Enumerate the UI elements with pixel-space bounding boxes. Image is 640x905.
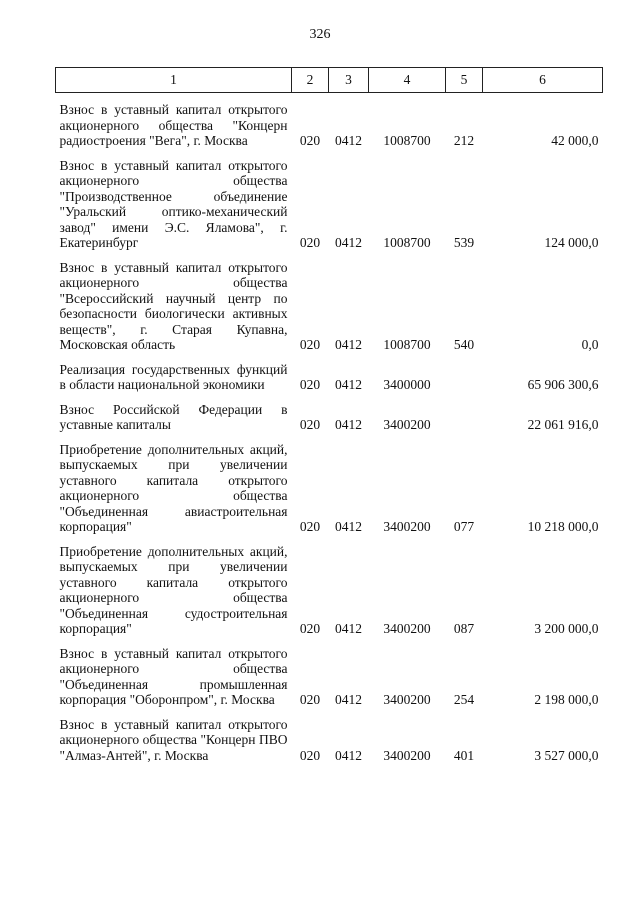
row-name-cell: Взнос в уставный капитал открытого акционерного общества "Концерн ПВО "Алмаз-Антей", г. Москва [59,716,288,763]
row-expense-type-cell [446,353,483,393]
table-row [56,535,603,637]
row-expense-type-cell: 540 [453,337,475,352]
row-section-cell: 0412 [335,417,362,432]
row-section-cell: 0412 [335,519,362,534]
row-expense-type-cell: 212 [453,133,475,148]
column-header: 2 [292,68,329,93]
row-article-cell: 1008700 [383,337,431,352]
row-amount-cell: 2 198 000,0 [534,692,599,707]
row-code-cell: 020 [299,417,321,432]
row-section-cell: 0412 [335,747,362,763]
row-amount-cell: 0,0 [581,337,599,352]
row-expense-type-cell: 254 [453,692,475,707]
row-expense-type-cell [446,393,483,433]
row-amount-cell: 3 200 000,0 [534,621,599,636]
row-code-cell: 020 [299,621,321,636]
row-section-cell: 0412 [335,621,362,636]
column-header: 6 [483,68,603,93]
row-expense-type-cell: 539 [453,235,475,250]
row-section-cell: 0412 [335,692,362,707]
table-row [56,708,603,764]
row-article-cell: 3400200 [383,519,431,534]
row-section-cell: 0412 [335,235,362,250]
row-article-cell: 1008700 [383,235,431,250]
row-amount-cell: 65 906 300,6 [527,377,599,392]
row-name-cell: Приобретение дополнительных акций, выпускаемых при увеличении уставного капитала открытого акционерного общества "Объединенная авиастроительная корпорация" [59,441,288,534]
table-row [56,393,603,433]
table-row [56,251,603,353]
row-expense-type-cell: 401 [453,747,475,763]
row-code-cell: 020 [299,519,321,534]
row-amount-cell: 10 218 000,0 [527,519,599,534]
row-expense-type-cell: 077 [453,519,475,534]
table-row [56,93,603,149]
row-amount-cell: 22 061 916,0 [527,417,599,432]
row-name-cell: Приобретение дополнительных акций, выпускаемых при увеличении уставного капитала открытого акционерного общества "Объединенная судостроительная корпорация" [59,543,288,636]
table-row [56,433,603,535]
row-article-cell: 3400200 [383,417,431,432]
row-expense-type-cell: 087 [453,621,475,636]
row-amount-cell: 42 000,0 [551,133,599,148]
row-name-cell: Взнос в уставный капитал открытого акционерного общества "Всероссийский научный центр по безопасности биологически активных веществ", г. Старая Купавна, Московская область [59,259,288,352]
row-section-cell: 0412 [335,337,362,352]
row-name-cell: Взнос Российской Федерации в уставные капиталы [59,401,288,432]
table-row [56,637,603,708]
column-header: 4 [369,68,446,93]
row-amount-cell: 3 527 000,0 [534,747,599,763]
row-code-cell: 020 [299,235,321,250]
row-article-cell: 3400200 [383,692,431,707]
table-row [56,149,603,251]
row-section-cell: 0412 [335,133,362,148]
row-name-cell: Реализация государственных функций в области национальной экономики [59,361,288,392]
row-article-cell: 3400200 [383,747,431,763]
row-article-cell: 1008700 [383,133,431,148]
row-name-cell: Взнос в уставный капитал открытого акционерного общества "Объединенная промышленная корпорация "Оборонпром", г. Москва [59,645,288,707]
column-header: 5 [446,68,483,93]
budget-table [55,67,603,763]
column-header: 3 [329,68,369,93]
table-row [56,353,603,393]
table-header-row [56,68,603,93]
row-section-cell: 0412 [335,377,362,392]
row-name-cell: Взнос в уставный капитал открытого акционерного общества "Концерн радиостроения "Вега", г. Москва [59,102,288,148]
row-code-cell: 020 [299,377,321,392]
row-article-cell: 3400200 [383,621,431,636]
row-code-cell: 020 [299,337,321,352]
column-header: 1 [56,68,292,93]
row-amount-cell: 124 000,0 [544,235,599,250]
row-name-cell: Взнос в уставный капитал открытого акционерного общества "Производственное объединение "Уральский оптико-механический завод" имени Э.С. Яламова", г. Екатеринбург [59,157,288,250]
row-code-cell: 020 [299,747,321,763]
row-code-cell: 020 [299,692,321,707]
row-code-cell: 020 [299,133,321,148]
page-number: 326 [309,27,331,42]
row-article-cell: 3400000 [383,377,431,392]
